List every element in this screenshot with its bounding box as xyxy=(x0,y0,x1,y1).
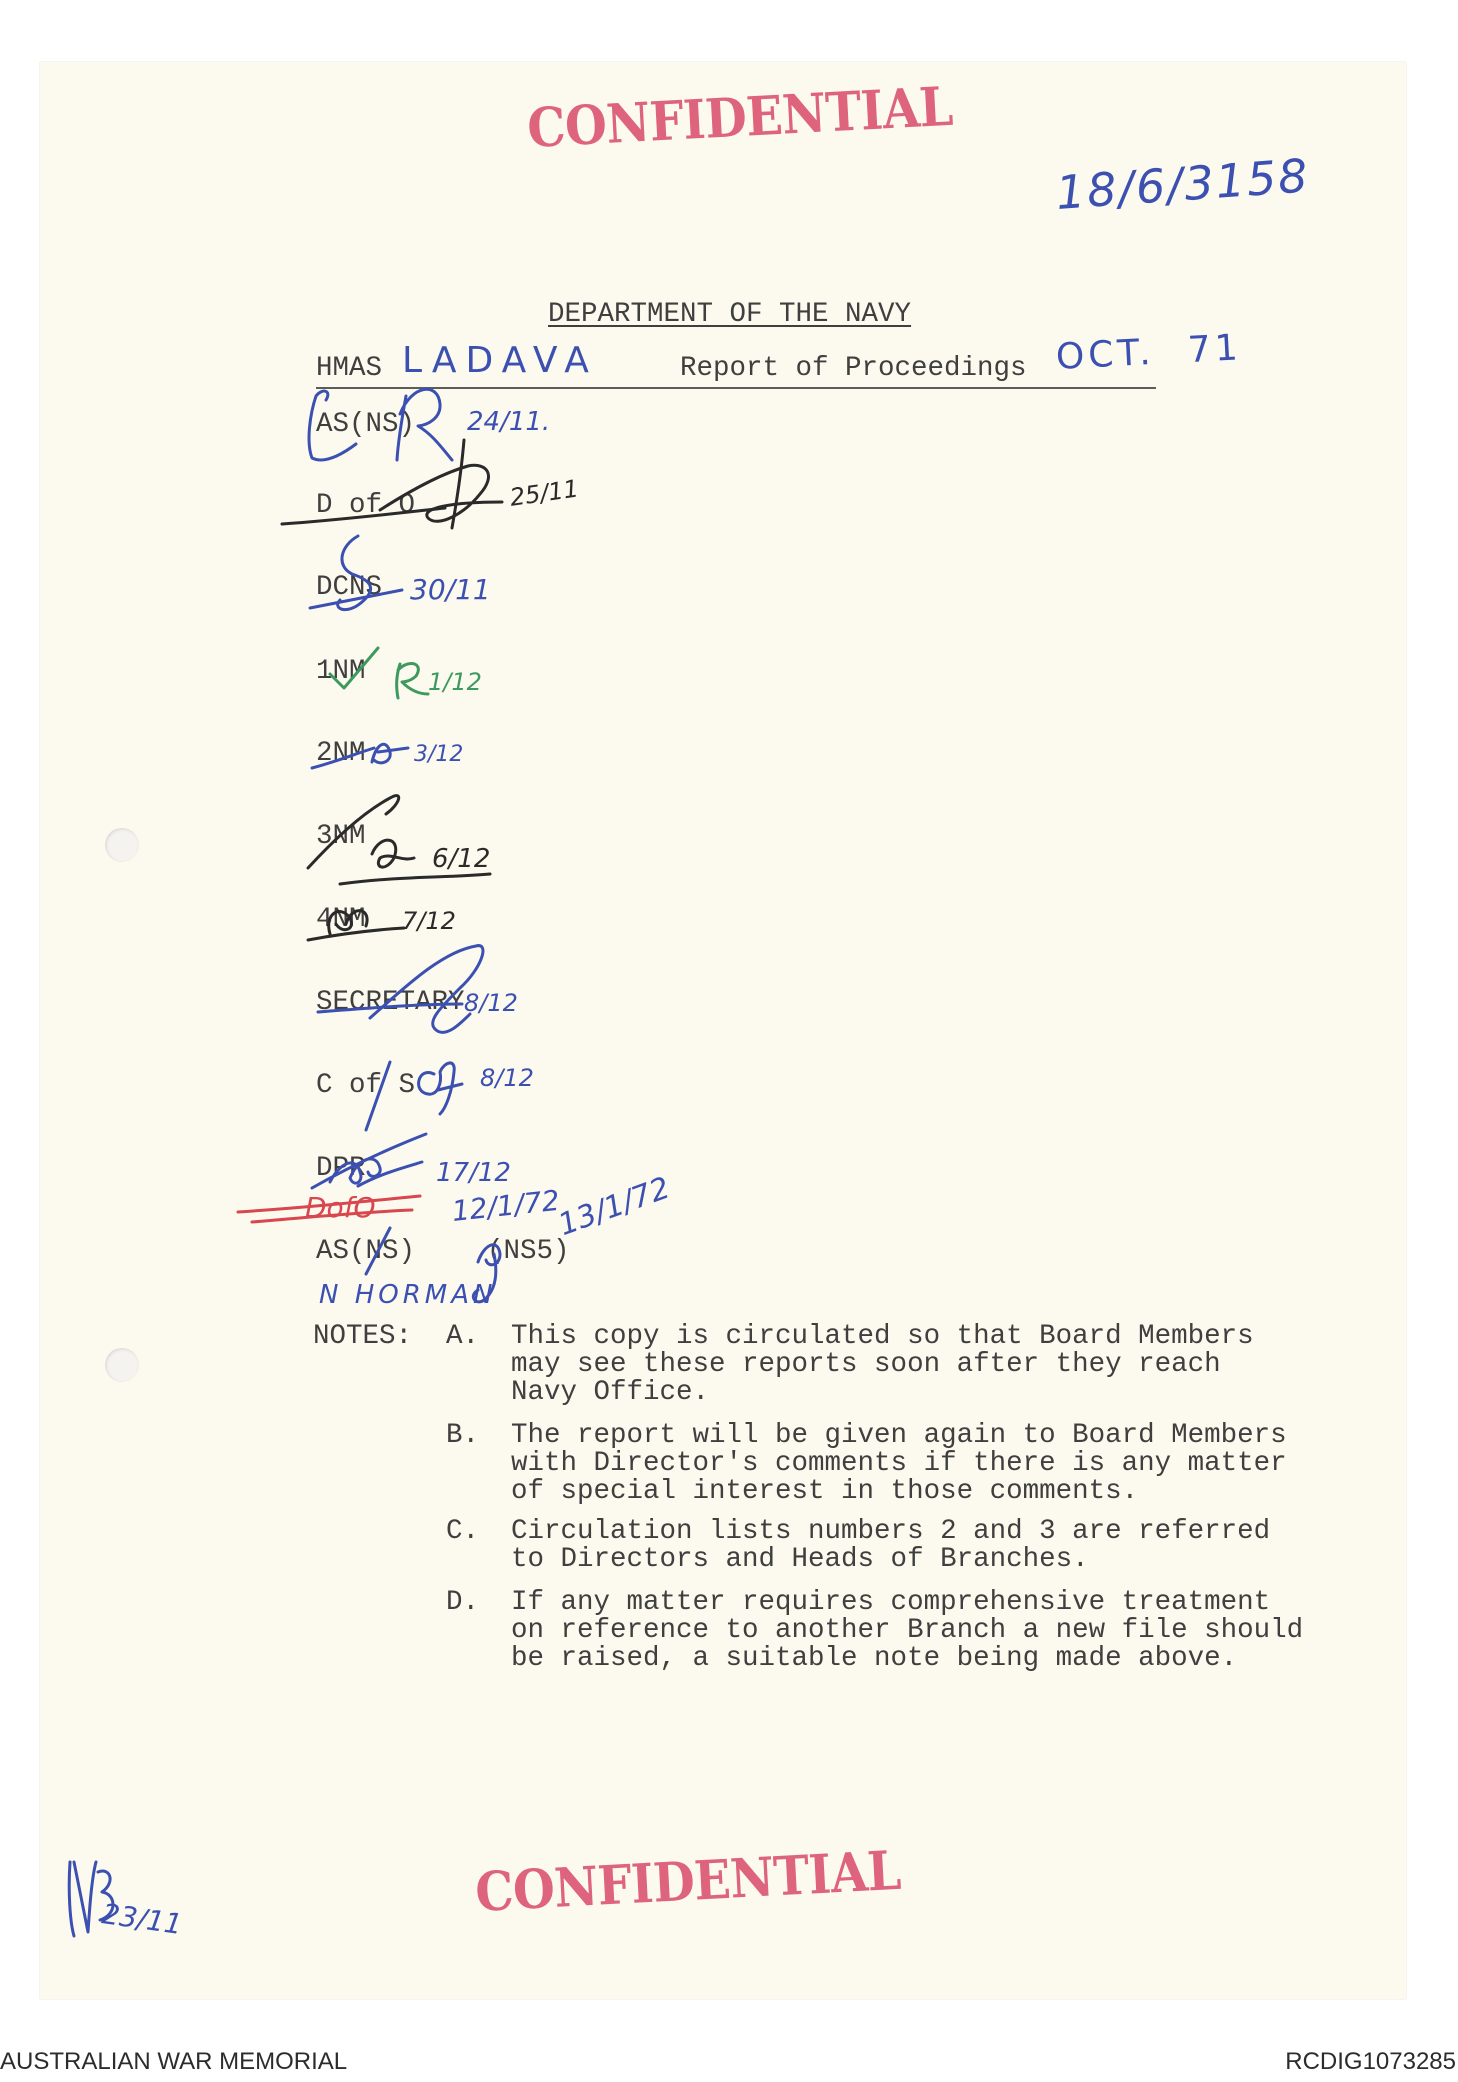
signature-2nm xyxy=(372,744,408,763)
note-text xyxy=(511,1518,1270,1574)
file-number: 18/6/3158 xyxy=(1054,148,1312,220)
punch-hole xyxy=(105,1348,139,1382)
routing-date-1nm: 1/12 xyxy=(428,668,482,696)
signature-1nm xyxy=(397,663,428,698)
report-title: Report of Proceedings xyxy=(680,353,1027,384)
routing-date-4nm: 7/12 xyxy=(402,907,456,935)
note-letter: C. xyxy=(446,1516,480,1547)
routing-date-3nm: 6/12 xyxy=(432,844,491,874)
routing-label-secretary: SECRETARY xyxy=(316,987,465,1018)
routing-label-d-of-o: D of O xyxy=(316,490,416,521)
handwritten-name: N HORMAN xyxy=(319,1280,497,1310)
notes-label: NOTES: xyxy=(313,1321,413,1352)
routing-label-dcns: DCNS xyxy=(316,572,383,603)
note-line: Circulation lists numbers 2 and 3 are referred xyxy=(511,1516,1271,1547)
routing-label-c-of-s: C of S xyxy=(316,1070,416,1101)
note-line: with Director's comments if there is any matter xyxy=(511,1448,1287,1479)
routing-label-as-ns: AS(NS) xyxy=(316,409,416,440)
routing-label-3nm: 3NM xyxy=(316,821,366,852)
routing-date-d-of-o: 25/11 xyxy=(508,474,581,512)
routing-label-dofo: DofO xyxy=(305,1191,376,1224)
note-text xyxy=(511,1323,1254,1407)
note-line: may see these reports soon after they reach xyxy=(511,1349,1221,1380)
routing-date-secretary: 8/12 xyxy=(464,989,518,1017)
routing-date-c-of-s: 8/12 xyxy=(480,1064,534,1092)
signature-c-of-s xyxy=(419,1063,462,1114)
footer-record-id: RCDIG1073285 xyxy=(1285,2048,1456,2075)
routing-label-dpr: DPR xyxy=(316,1153,366,1184)
note-line: to Directors and Heads of Branches. xyxy=(511,1544,1089,1575)
notes-section xyxy=(313,1323,1373,1683)
department-heading: DEPARTMENT OF THE NAVY xyxy=(548,299,912,330)
routing-date-dofo: 12/1/72 xyxy=(450,1183,562,1228)
note-text xyxy=(511,1422,1287,1506)
routing-date-dpr: 17/12 xyxy=(436,1158,511,1188)
document-page xyxy=(40,62,1406,1999)
note-line: Navy Office. xyxy=(511,1377,710,1408)
routing-label-as-ns-final: AS(NS) xyxy=(316,1236,416,1267)
margin-note-date: 23/11 xyxy=(99,1897,185,1942)
confidential-stamp-bottom: CONFIDENTIAL xyxy=(473,1839,903,1925)
ship-name: LADAVA xyxy=(402,340,598,381)
note-letter: B. xyxy=(446,1420,480,1451)
routing-date-as-ns: 24/11. xyxy=(467,407,551,437)
report-period: OCT. 71 xyxy=(1054,327,1243,378)
note-text xyxy=(511,1589,1303,1673)
confidential-stamp-top: CONFIDENTIAL xyxy=(525,75,955,161)
footer-archive-name: AUSTRALIAN WAR MEMORIAL xyxy=(0,2048,348,2075)
routing-label-4nm: 4NM xyxy=(316,904,366,935)
note-line: This copy is circulated so that Board Members xyxy=(511,1321,1254,1352)
note-line: be raised, a suitable note being made above. xyxy=(511,1643,1238,1674)
routing-date-as-ns-final: 13/1/72 xyxy=(553,1170,675,1243)
punch-hole xyxy=(105,828,139,862)
routing-label-1nm: 1NM xyxy=(316,656,366,687)
hmas-prefix: HMAS xyxy=(316,353,383,384)
routing-label-ns5: (NS5) xyxy=(487,1236,570,1267)
note-line: The report will be given again to Board Members xyxy=(511,1420,1287,1451)
routing-label-2nm: 2NM xyxy=(316,738,366,769)
note-line: If any matter requires comprehensive treatment xyxy=(511,1587,1271,1618)
routing-date-2nm: 3/12 xyxy=(414,742,464,767)
subject-underline xyxy=(316,387,1156,389)
note-line: on reference to another Branch a new file should xyxy=(511,1615,1304,1646)
routing-date-dcns: 30/11 xyxy=(410,573,491,606)
note-letter: A. xyxy=(446,1321,480,1352)
note-line: of special interest in those comments. xyxy=(511,1476,1139,1507)
note-letter: D. xyxy=(446,1587,480,1618)
